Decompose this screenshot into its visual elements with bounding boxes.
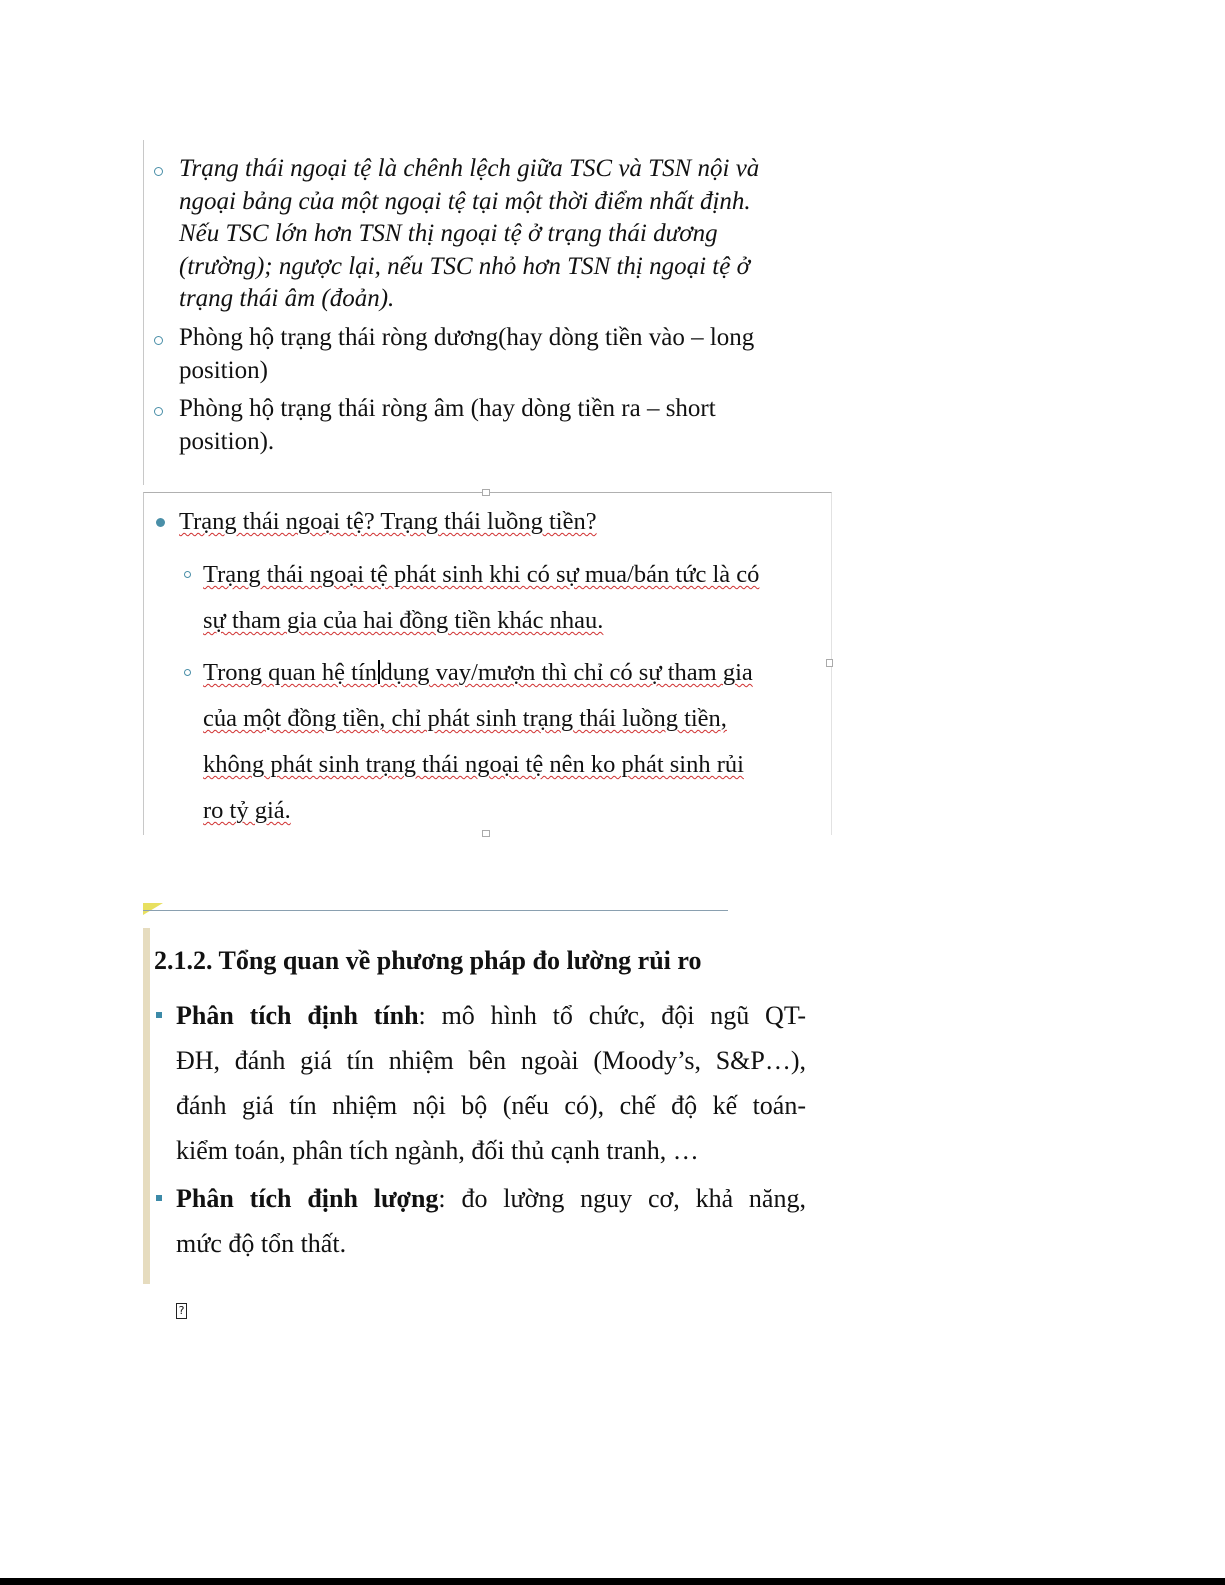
slide-side-bar <box>143 928 150 1284</box>
slide-snippet-position-definition <box>143 140 834 485</box>
page-bottom-border <box>0 1578 1225 1585</box>
text-line: Nếu TSC lớn hơn TSN thị ngoại tệ ở trạng thái dương <box>179 220 718 247</box>
square-bullet-icon <box>156 1012 162 1018</box>
resize-handle-icon[interactable] <box>826 659 833 667</box>
text-line: sự tham gia của hai đồng tiền khác nhau. <box>203 607 604 634</box>
text-line: Phòng hộ trạng thái ròng dương(hay dòng tiền vào – long <box>179 324 755 351</box>
text-line: ĐH, đánh giá tín nhiệm bên ngoài (Moody’s, S&P…), <box>176 1046 806 1075</box>
slide-snippet-risk-measurement <box>143 900 850 1285</box>
long-position-item <box>179 322 754 387</box>
text-line: (trường); ngược lại, nếu TSC nhỏ hơn TSN thị ngoại tệ ở <box>179 252 750 280</box>
slide-corner-decoration <box>143 903 163 915</box>
text-line: mức độ tổn thất. <box>176 1229 347 1258</box>
square-bullet-icon <box>156 1195 162 1201</box>
missing-glyph-box: ? <box>176 1303 187 1319</box>
definition-paragraph <box>179 153 759 316</box>
hollow-circle-bullet-icon <box>154 407 163 416</box>
term-label: Phân tích định tính <box>176 1001 419 1030</box>
text-line: không phát sinh trạng thái ngoại tệ nên ko phát sinh rủi <box>203 751 744 778</box>
slide-snippet-text-box <box>143 492 832 835</box>
qualitative-analysis-item <box>176 993 806 1173</box>
text-cursor <box>378 660 380 684</box>
text-line: Trạng thái ngoại tệ là chênh lệch giữa TSC và TSN nội và <box>179 155 760 182</box>
text-line: position) <box>179 356 268 384</box>
term-label: Phân tích định lượng <box>176 1184 439 1213</box>
text-line: ngoại bảng của một ngoại tệ tại một thời điểm nhất định. <box>179 187 751 215</box>
short-position-item <box>179 393 716 458</box>
text-line: đánh giá tín nhiệm nội bộ (nếu có), chế độ kế toán- <box>176 1091 806 1120</box>
divider <box>143 910 728 911</box>
text-fragment: : mô hình tổ chức, đội ngũ QT- <box>418 1001 806 1030</box>
text-line: position). <box>179 427 275 455</box>
text-fragment: : đo lường nguy cơ, khả năng, <box>438 1184 806 1213</box>
hollow-circle-bullet-icon <box>154 336 163 345</box>
question-heading: Trạng thái ngoại tệ? Trạng thái luồng tiền? <box>179 508 597 535</box>
text-line: trạng thái âm (đoản). <box>179 285 395 312</box>
hollow-circle-bullet-icon <box>184 669 191 676</box>
text-line: của một đồng tiền, chỉ phát sinh trạng thái luồng tiền, <box>203 705 727 732</box>
text-line: Phòng hộ trạng thái ròng âm (hay dòng tiền ra – short <box>179 395 716 422</box>
text-line: kiểm toán, phân tích ngành, đối thủ cạnh tranh, … <box>176 1136 699 1165</box>
text-fragment: dụng vay/mượn thì chỉ có sự tham gia <box>380 659 753 686</box>
resize-handle-icon[interactable] <box>482 489 490 496</box>
section-title: 2.1.2. Tổng quan về phương pháp đo lường rủi ro <box>154 946 702 975</box>
sub-item-cash-flow-position <box>203 650 753 834</box>
hollow-circle-bullet-icon <box>184 571 191 578</box>
filled-circle-bullet-icon <box>156 518 165 527</box>
sub-item-currency-position <box>203 552 759 644</box>
quantitative-analysis-item <box>176 1176 806 1266</box>
hollow-circle-bullet-icon <box>154 167 163 176</box>
text-line: Trạng thái ngoại tệ phát sinh khi có sự mua/bán tức là có <box>203 561 760 588</box>
text-line: ro tỷ giá. <box>203 797 291 824</box>
text-fragment: Trong quan hệ tín <box>203 659 378 686</box>
